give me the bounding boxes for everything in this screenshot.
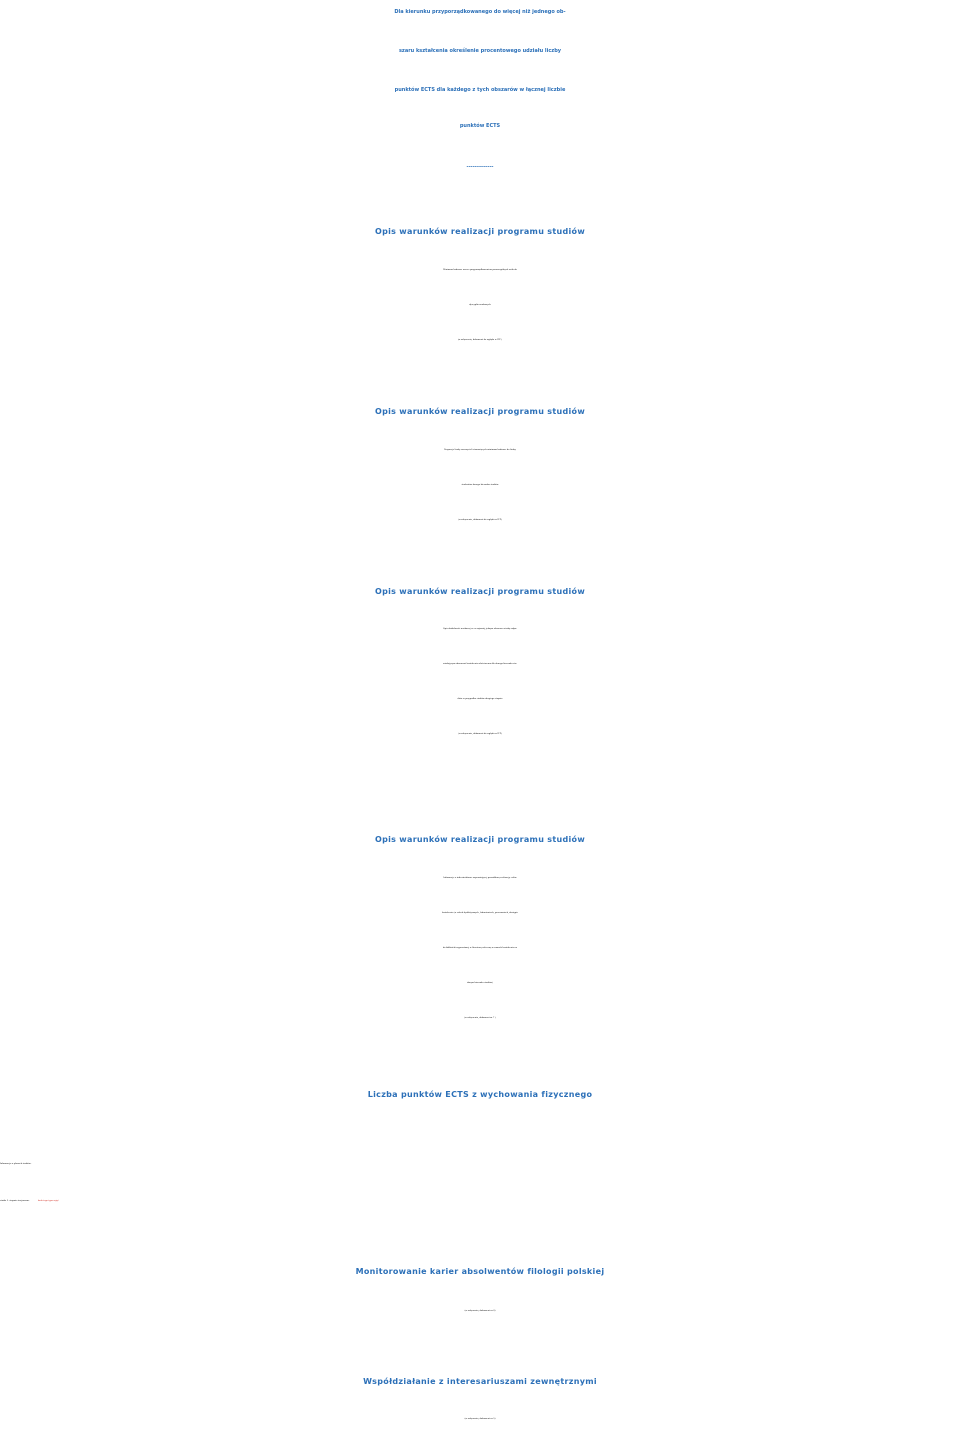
section-2-line-1: Proporcja liczby nauczycieli stanowiących minimum kadrowe do liczby xyxy=(444,449,516,451)
stakeholders-heading: Współdziałanie z interesariuszami zewnętrznymi xyxy=(363,1377,597,1386)
ects-pe-study-row xyxy=(0,1200,960,1202)
careers-note: (w załączeniu, dokument nr 8) xyxy=(464,1310,496,1312)
section-2-heading: Opis warunków realizacji programu studiów xyxy=(374,407,586,416)
ects-pe-value: brak tego typu zajęć xyxy=(38,1200,59,1202)
section-4-line-5: (w załączeniu, dokument nr 7 ) xyxy=(464,1017,496,1019)
section-1-heading: Opis warunków realizacji programu studiów xyxy=(374,227,586,236)
section-4-heading: Opis warunków realizacji programu studiów xyxy=(374,835,586,844)
section-1-line-2: dyscyplin naukowych xyxy=(469,304,491,306)
section-4-line-1: Informacje o infrastrukturze zapewniającej prawidłową realizację celów xyxy=(443,877,517,879)
section-1-line-3: (w załączeniu, dokument do wglądu w IFP ) xyxy=(457,339,503,341)
section-3-heading: Opis warunków realizacji programu studiów xyxy=(374,587,586,596)
section-3-line-4: (w załączeniu, dokument do wglądu w IFP) xyxy=(458,733,502,735)
careers-heading: Monitorowanie karier absolwentów filologii polskiej xyxy=(355,1267,605,1276)
section-4-line-2: kształcenia (o salach dydaktycznych, laboratoriach, pracowniach, dostępie xyxy=(442,912,518,914)
stakeholders-note: (w załączeniu, dokument nr 9) xyxy=(464,1418,496,1420)
section-1-line-1: Minimum kadrowe wraz z przyporządkowaniem poszczególnych osób do xyxy=(443,269,517,271)
intro-line-4: punktów ECTS xyxy=(459,123,501,129)
intro-line-3: punktów ECTS dla każdego z tych obszarów w łącznej liczbie xyxy=(394,87,566,93)
intro-value: ------------- xyxy=(466,164,494,170)
section-3-line-3: diów w przypadku studiów drugiego stopnia xyxy=(457,698,503,700)
ects-pe-heading: Liczba punktów ECTS z wychowania fizycznego xyxy=(367,1090,593,1099)
section-3-line-2: wiadającym obszarowi kształcenia właściwemu dla danego kierunku stu- xyxy=(443,663,517,665)
ects-pe-mode: studia 2. stopnia stacjonarne xyxy=(0,1200,30,1202)
section-4-line-4: danym kierunku studiów) xyxy=(467,982,493,984)
section-4-line-3: do biblioteki wyposażonej w literaturę zalecaną w ramach kształcenia na xyxy=(442,947,518,949)
ects-pe-info-label: Informacja w planach studiów: xyxy=(0,1163,32,1165)
intro-line-1: Dla kierunku przyporządkowanego do więcej niż jednego ob- xyxy=(394,9,566,15)
section-3-line-1: Opis działalności naukowej w co najmniej jednym obszarze wiedzy odpo- xyxy=(443,628,517,630)
section-2-line-3: (w załączeniu, dokument do wglądu w IFP) xyxy=(458,519,502,521)
section-2-line-2: studentów danego kierunku studiów xyxy=(461,484,499,486)
intro-line-2: szaru kształcenia określenie procentowego udziału liczby xyxy=(398,48,562,54)
